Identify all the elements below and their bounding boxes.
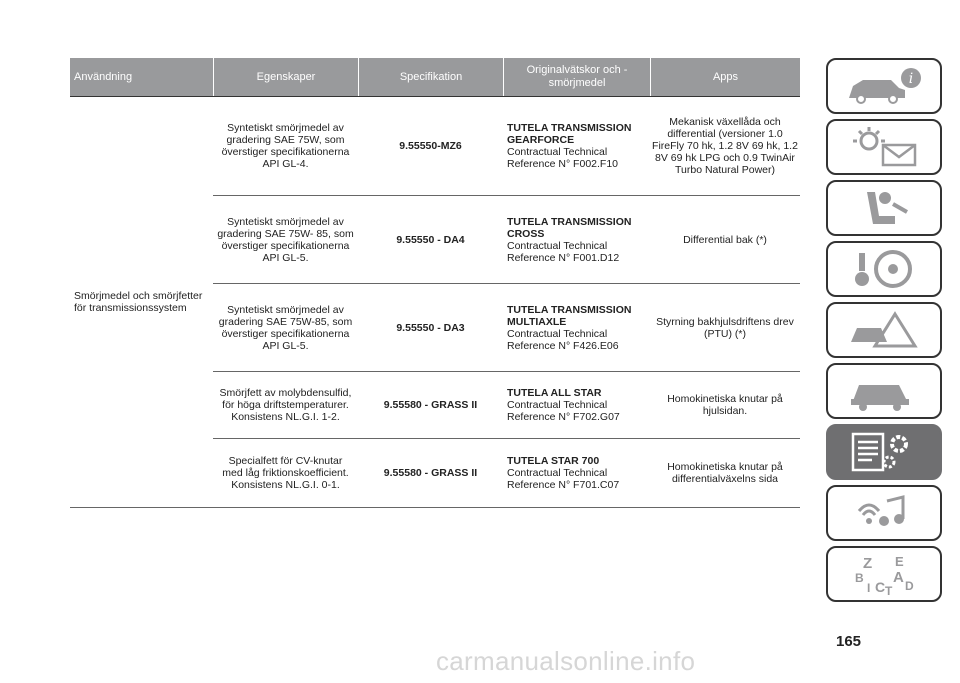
specification-cell: 9.55550 - DA4	[396, 233, 465, 246]
apps-cell: Mekanisk växellåda och differential (versioner 1.0 FireFly 70 hk, 1.2 8V 69 hk, 1.2 8V 69 hk LPG och 0.9 TwinAir Turbo Natural Power)	[652, 116, 798, 176]
specification-cell: 9.55550 - DA3	[396, 321, 465, 334]
index-letter: D	[905, 579, 914, 593]
tab-technical-data[interactable]	[826, 424, 942, 480]
tab-multimedia[interactable]	[826, 485, 942, 541]
key-steering-wheel-icon	[839, 247, 929, 291]
original-fluid-cell	[503, 439, 650, 507]
original-fluid-cell	[503, 97, 650, 195]
header-specification: Specifikation	[358, 58, 503, 96]
properties-cell: Syntetiskt smörjmedel av gradering SAE 75W- 85, som överstiger specifikationerna API GL-5.	[217, 215, 354, 264]
apps-cell: Styrning bakhjulsdriftens drev (PTU) (*)	[656, 315, 794, 340]
warning-lights-message-icon	[839, 125, 929, 169]
tab-warning-lights[interactable]	[826, 119, 942, 175]
original-brand: TUTELA ALL STAR	[507, 387, 602, 399]
original-reference: Contractual Technical Reference N° F426.E06	[507, 327, 619, 352]
properties-cell: Smörjfett av molybdensulfid, för höga driftstemperaturer. Konsistens NL.G.I. 1-2.	[219, 387, 352, 423]
original-reference: Contractual Technical Reference N° F001.D12	[507, 239, 620, 264]
table-row	[213, 438, 800, 507]
apps-cell: Homokinetiska knutar på differentialväxelns sida	[667, 461, 783, 485]
svg-text:i: i	[908, 71, 914, 87]
apps-cell: Differential bak (*)	[683, 233, 767, 246]
table-header	[70, 58, 800, 97]
original-fluid-cell	[503, 196, 650, 283]
original-fluid-cell	[503, 372, 650, 438]
car-info-icon	[839, 64, 929, 108]
tab-car-info[interactable]	[826, 58, 942, 114]
watermark: carmanualsonline.info	[436, 646, 696, 676]
header-original-fluids: Originalvätskor och -smörjmedel	[503, 58, 650, 96]
original-brand: TUTELA TRANSMISSION CROSS	[507, 215, 632, 240]
tab-safety[interactable]	[826, 180, 942, 236]
header-usage: Användning	[74, 70, 133, 83]
table-row	[213, 97, 800, 195]
multimedia-icon	[839, 491, 929, 535]
car-service-icon	[839, 369, 929, 413]
tab-service[interactable]	[826, 363, 942, 419]
index-letter: I	[867, 581, 871, 595]
original-reference: Contractual Technical Reference N° F002.F10	[507, 146, 619, 170]
tab-emergency[interactable]	[826, 302, 942, 358]
tab-index[interactable]	[826, 546, 942, 602]
table-rows	[213, 97, 800, 507]
page-number: 165	[836, 633, 862, 650]
emergency-triangle-icon	[839, 308, 929, 352]
specification-cell: 9.55580 - GRASS II	[383, 399, 478, 411]
original-brand: TUTELA STAR 700	[507, 455, 600, 467]
seat-airbag-icon	[839, 186, 929, 230]
header-apps: Apps	[650, 58, 800, 96]
technical-data-gear-icon	[839, 430, 929, 474]
specification-cell: 9.55550-MZ6	[399, 140, 462, 152]
apps-cell: Homokinetiska knutar på hjulsidan.	[667, 393, 783, 417]
index-letter: E	[895, 554, 904, 569]
index-letter: B	[855, 571, 864, 585]
tab-starting-driving[interactable]	[826, 241, 942, 297]
usage-cell: Smörjmedel och smörjfetter för transmissionssystem	[74, 290, 203, 314]
properties-cell: Specialfett för CV-knutar med låg friktionskoefficient. Konsistens NL.G.I. 0-1.	[222, 455, 349, 491]
lubricants-table	[70, 58, 800, 508]
index-letter: Z	[863, 555, 873, 572]
alphabetical-index-icon	[839, 552, 929, 596]
index-letter: T	[885, 584, 893, 596]
table-row	[213, 371, 800, 438]
chapter-tabs	[826, 58, 942, 607]
index-letter: A	[893, 569, 904, 586]
index-letter: C	[875, 579, 886, 595]
properties-cell: Syntetiskt smörjmedel av gradering SAE 75W, som överstiger specifikationerna API GL-4.	[221, 122, 350, 170]
original-fluid-cell	[503, 284, 650, 371]
specification-cell: 9.55580 - GRASS II	[383, 467, 478, 479]
original-brand: TUTELA TRANSMISSION MULTIAXLE	[507, 303, 632, 328]
table-row	[213, 195, 800, 283]
table-body	[70, 97, 800, 508]
original-reference: Contractual Technical Reference N° F702.G07	[507, 399, 620, 423]
header-properties: Egenskaper	[213, 58, 358, 96]
original-brand: TUTELA TRANSMISSION GEARFORCE	[507, 122, 632, 146]
table-row	[213, 283, 800, 371]
properties-cell: Syntetiskt smörjmedel av gradering SAE 75W-85, som överstiger specifikationerna API GL-5.	[218, 303, 353, 352]
original-reference: Contractual Technical Reference N° F701.C07	[507, 467, 620, 491]
